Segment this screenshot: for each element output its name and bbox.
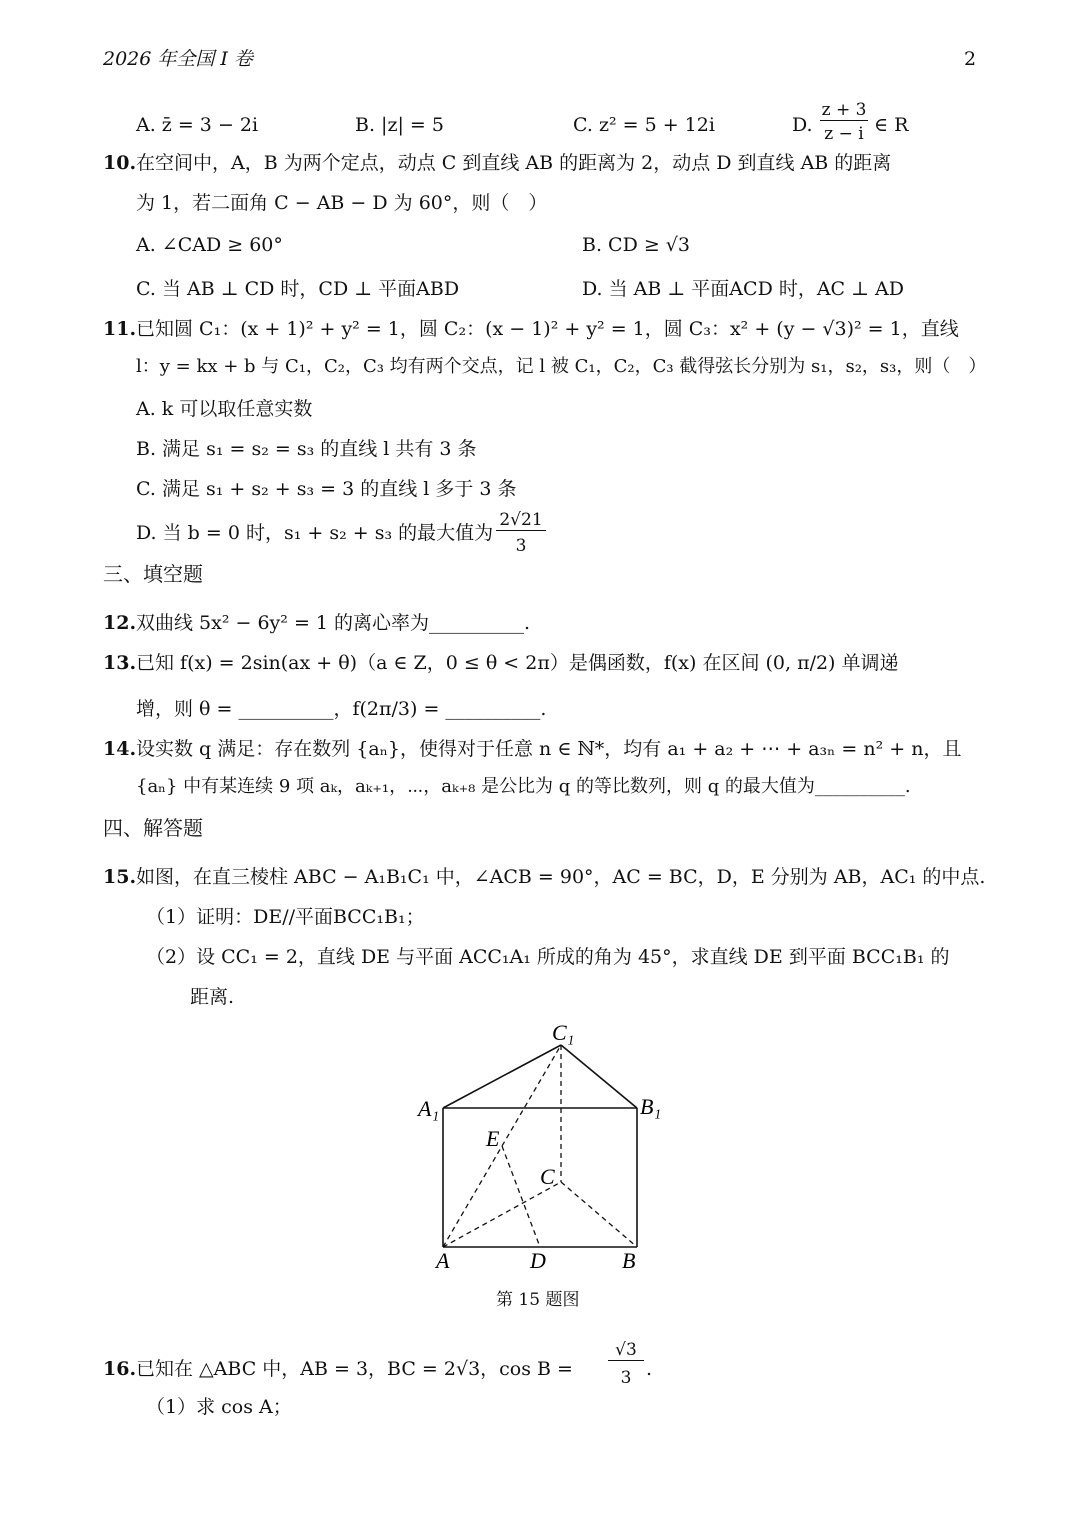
segment-de bbox=[502, 1146, 540, 1247]
q10-option-a: A. ∠CAD ≥ 60° bbox=[136, 234, 283, 256]
edge-a1c1 bbox=[443, 1045, 561, 1108]
page-number: 2 bbox=[964, 48, 977, 70]
q9-option-d-tail: ∈ R bbox=[874, 114, 909, 136]
q12-number: 12. bbox=[103, 612, 137, 634]
q9-option-d-label: D. bbox=[792, 114, 813, 136]
label-c1: C₁ bbox=[552, 1020, 575, 1045]
label-e: E bbox=[486, 1126, 500, 1151]
q9-option-d-numerator: z + 3 bbox=[821, 100, 867, 120]
q10-line2: 为 1，若二面角 C − AB − D 为 60°，则（ ） bbox=[136, 192, 548, 214]
q10-option-b: B. CD ≥ √3 bbox=[582, 234, 691, 256]
q10-line1: 在空间中，A，B 为两个定点，动点 C 到直线 AB 的距离为 2，动点 D 到直线 AB 的距离 bbox=[136, 152, 892, 174]
q11-option-d: D. 当 b = 0 时，s₁ + s₂ + s₃ 的最大值为 bbox=[136, 522, 494, 544]
edge-cb-hidden bbox=[561, 1182, 637, 1247]
q15-line1: 如图，在直三棱柱 ABC − A₁B₁C₁ 中，∠ACB = 90°，AC = BC，D，E 分别为 AB，AC₁ 的中点. bbox=[136, 866, 986, 888]
q14-line2: {aₙ} 中有某连续 9 项 aₖ，aₖ₊₁，⋯，aₖ₊₈ 是公比为 q 的等比数列，则 q 的最大值为__________. bbox=[136, 776, 911, 797]
label-c: C bbox=[540, 1164, 555, 1189]
section-title-fill-in: 三、填空题 bbox=[103, 562, 203, 586]
q12-text: 双曲线 5x² − 6y² = 1 的离心率为__________. bbox=[136, 612, 531, 634]
q11-line2: l：y = kx + b 与 C₁，C₂，C₃ 均有两个交点，记 l 被 C₁，C₂，C₃ 截得弦长分别为 s₁，s₂，s₃，则（ ） bbox=[136, 356, 987, 377]
label-b1: B₁ bbox=[640, 1094, 662, 1119]
q16-part1: （1）求 cos A； bbox=[146, 1396, 292, 1418]
q11-option-b: B. 满足 s₁ = s₂ = s₃ 的直线 l 共有 3 条 bbox=[136, 438, 477, 460]
label-a: A bbox=[436, 1248, 450, 1273]
q16-frac-denominator: 3 bbox=[620, 1368, 632, 1388]
q15-figure-caption: 第 15 题图 bbox=[496, 1290, 580, 1310]
q9-option-d-denominator: z − i bbox=[824, 124, 864, 144]
q11-number: 11. bbox=[103, 318, 137, 340]
q10-number: 10. bbox=[103, 152, 137, 174]
q16-frac-numerator: √3 bbox=[608, 1340, 644, 1361]
q16-line1: 已知在 △ABC 中，AB = 3，BC = 2√3，cos B = bbox=[136, 1358, 573, 1380]
q11-line1: 已知圆 C₁：(x + 1)² + y² = 1，圆 C₂：(x − 1)² + y² = 1，圆 C₃：x² + (y − √3)² = 1，直线 bbox=[136, 318, 959, 340]
section-title-answer: 四、解答题 bbox=[103, 816, 203, 840]
label-d: D bbox=[530, 1248, 546, 1273]
q15-number: 15. bbox=[103, 866, 137, 888]
q15-part2-line1: （2）设 CC₁ = 2，直线 DE 与平面 ACC₁A₁ 所成的角为 45°，求直线 DE 到平面 BCC₁B₁ 的 bbox=[146, 946, 950, 968]
q15-part2-line2: 距离. bbox=[190, 986, 235, 1008]
q9-option-c: C. z² = 5 + 12i bbox=[573, 114, 715, 136]
q10-option-c: C. 当 AB ⊥ CD 时，CD ⊥ 平面ABD bbox=[136, 278, 460, 300]
q14-line1: 设实数 q 满足：存在数列 {aₙ}，使得对于任意 n ∈ ℕ*，均有 a₁ + a₂ + ⋯ + a₃ₙ = n² + n，且 bbox=[136, 738, 962, 760]
q11-option-a: A. k 可以取任意实数 bbox=[136, 398, 313, 420]
edge-c1b1 bbox=[561, 1045, 637, 1108]
q16-number: 16. bbox=[103, 1358, 137, 1380]
q9-option-a: A. z̄ = 3 − 2i bbox=[136, 114, 259, 136]
q13-number: 13. bbox=[103, 652, 137, 674]
q11-option-c: C. 满足 s₁ + s₂ + s₃ = 3 的直线 l 多于 3 条 bbox=[136, 478, 517, 500]
q13-line1: 已知 f(x) = 2sin(ax + θ)（a ∈ Z，0 ≤ θ < 2π）是偶函数，f(x) 在区间 (0, π/2) 单调递 bbox=[136, 652, 899, 674]
q10-option-d: D. 当 AB ⊥ 平面ACD 时，AC ⊥ AD bbox=[582, 278, 904, 300]
edge-ac-hidden bbox=[443, 1182, 561, 1247]
q9-option-b: B. |z| = 5 bbox=[355, 114, 444, 136]
label-a1: A₁ bbox=[418, 1096, 440, 1121]
q16-period: . bbox=[646, 1358, 653, 1380]
header-title: 2026 年全国 I 卷 bbox=[103, 48, 253, 70]
q11-option-d-denominator: 3 bbox=[515, 536, 527, 556]
q13-line2: 增，则 θ = __________，f(2π/3) = __________. bbox=[136, 698, 547, 720]
q15-prism-figure bbox=[400, 1010, 700, 1280]
q15-part1: （1）证明：DE//平面BCC₁B₁； bbox=[146, 906, 425, 928]
label-b: B bbox=[622, 1248, 636, 1273]
q14-number: 14. bbox=[103, 738, 137, 760]
q11-option-d-numerator: 2√21 bbox=[496, 510, 546, 531]
